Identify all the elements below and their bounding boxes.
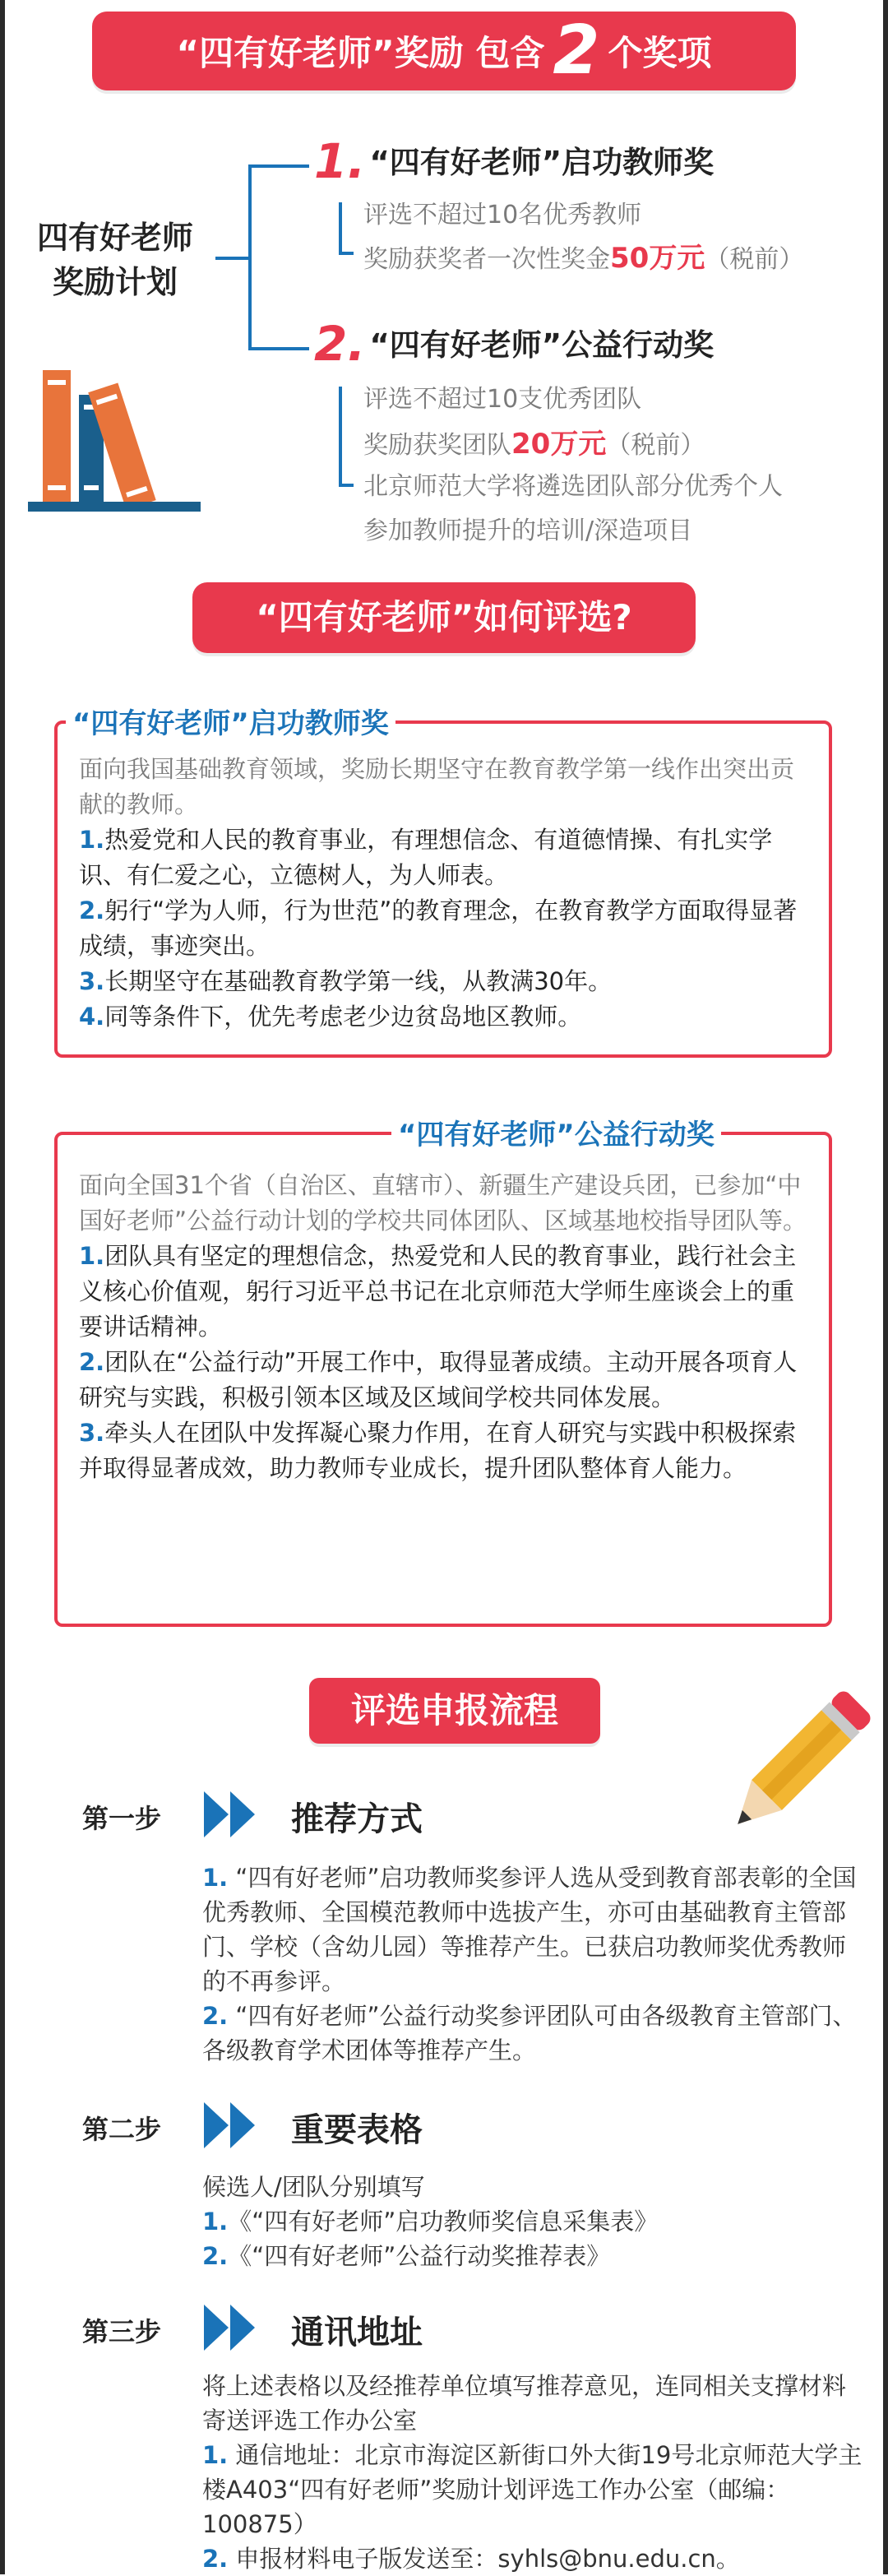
step3-title: 通讯地址	[291, 2314, 423, 2351]
qigong-item	[79, 964, 814, 999]
bracket-bottom	[248, 347, 309, 350]
item-number: 3.	[79, 967, 105, 995]
qigong-intro: 面向我国基础教育领域，奖励长期坚守在教育教学第一线作出突出贡献的教师。	[79, 755, 795, 818]
award1-heading	[314, 133, 714, 189]
award2-number: 2.	[314, 316, 366, 372]
award1-number: 1.	[314, 133, 366, 189]
step1-item	[202, 1999, 865, 2068]
banner-text-left: “四有好老师”奖励 包含	[176, 33, 545, 73]
item-text: 同等条件下，优先考虑老少边贫岛地区教师。	[104, 1003, 582, 1031]
step3-content	[202, 2369, 865, 2576]
step1-title: 推荐方式	[291, 1800, 423, 1838]
books-icon	[28, 362, 209, 526]
item-text: 躬行“学为人师，行为世范”的教育理念，在教育教学方面取得显著成绩，事迹突出。	[79, 897, 798, 960]
item-number: 2.	[79, 1348, 105, 1376]
plan-title-line1: 四有好老师	[36, 220, 193, 256]
step2-content	[202, 2170, 865, 2273]
step2-item	[202, 2204, 865, 2239]
step3-item	[202, 2438, 865, 2541]
step3-intro: 将上述表格以及经推荐单位填写推荐意见，连同相关支撑材料寄送评选工作办公室	[202, 2372, 847, 2435]
item-number: 2.	[202, 2545, 229, 2573]
award2-sub-line	[339, 387, 342, 485]
public-welfare-item	[79, 1415, 814, 1486]
award2-heading	[314, 316, 714, 372]
item-text: 《“四有好老师”启功教师奖信息采集表》	[228, 2208, 659, 2235]
qigong-item	[79, 999, 814, 1035]
item-text: 牵头人在团队中发挥凝心聚力作用，在育人研究与实践中积极探索并取得显著成效，助力教师专业成长，提升团队整体育人能力。	[79, 1419, 797, 1482]
bracket-top	[248, 164, 309, 168]
double-chevron-icon	[204, 1791, 257, 1837]
public-welfare-intro: 面向全国31个省（自治区、直辖市）、新疆生产建设兵团，已参加“中国好老师”公益行动计划的学校共同体团队、区域基地校指导团队等。	[79, 1171, 807, 1235]
step3-label: 第三步	[82, 2316, 162, 2347]
step1-label: 第一步	[82, 1803, 162, 1834]
public-welfare-item	[79, 1239, 814, 1345]
process-banner-text: 评选申报流程	[350, 1690, 558, 1730]
qigong-box-title: “四有好老师”启功教师奖	[66, 701, 395, 741]
item-number: 2.	[202, 2002, 229, 2030]
item-text: 《“四有好老师”公益行动奖推荐表》	[228, 2242, 611, 2270]
banner-text-right: 个奖项	[608, 33, 712, 73]
public-welfare-box-title: “四有好老师”公益行动奖	[391, 1112, 721, 1152]
step1-item	[202, 1860, 865, 1999]
item-number: 1.	[202, 2441, 229, 2469]
award2-line2	[363, 421, 705, 461]
step2-title: 重要表格	[291, 2111, 423, 2149]
step2-item	[202, 2239, 865, 2273]
item-number: 3.	[79, 1419, 105, 1447]
award1-tax-note: （税前）	[705, 245, 804, 274]
item-number: 2.	[202, 2242, 229, 2270]
pencil-icon	[724, 1686, 872, 1842]
how-banner	[192, 582, 696, 653]
award2-sub-tick	[339, 484, 354, 487]
double-chevron-icon	[204, 2305, 257, 2351]
qigong-box-content	[79, 752, 814, 1035]
bracket-stub	[215, 257, 252, 260]
how-banner-text: “四有好老师”如何评选?	[256, 597, 632, 637]
award1-title: “四有好老师”启功教师奖	[369, 145, 715, 180]
award2-amount: 20万元	[511, 428, 607, 461]
process-banner	[309, 1678, 600, 1744]
item-number: 1.	[202, 2208, 229, 2235]
item-number: 4.	[79, 1003, 105, 1031]
double-chevron-icon	[204, 2102, 257, 2148]
step3-item	[202, 2541, 865, 2576]
item-number: 1.	[202, 1864, 229, 1892]
public-welfare-box-content	[79, 1168, 814, 1486]
award2-line4: 参加教师提升的培训/深造项目	[363, 517, 693, 545]
item-number: 1.	[79, 826, 105, 854]
item-text: 长期坚守在基础教育教学第一线，从教满30年。	[104, 967, 613, 995]
item-text: 热爱党和人民的教育事业，有理想信念、有道德情操、有扎实学识、有仁爱之心，立德树人，为人师表。	[79, 826, 773, 889]
award1-sub-tick	[339, 252, 354, 255]
award1-line1: 评选不超过10名优秀教师	[363, 201, 642, 229]
award2-line3: 北京师范大学将遴选团队部分优秀个人	[363, 472, 783, 501]
award2-tax-note: （税前）	[606, 431, 705, 460]
qigong-item	[79, 822, 814, 893]
banner-number: 2	[553, 12, 600, 90]
item-text: 申报材料电子版发送至：syhls@bnu.edu.cn。	[235, 2545, 740, 2573]
award1-amount: 50万元	[610, 242, 705, 275]
step2-intro: 候选人/团队分别填写	[202, 2173, 425, 2201]
item-text: 团队具有坚定的理想信念，热爱党和人民的教育事业，践行社会主义核心价值观，躬行习近平总书记在北京师范大学师生座谈会上的重要讲话精神。	[79, 1242, 797, 1341]
award1-line2-text: 奖励获奖者一次性奖金	[363, 245, 610, 274]
public-welfare-item	[79, 1345, 814, 1415]
award2-title: “四有好老师”公益行动奖	[369, 327, 715, 363]
awards-banner	[92, 12, 796, 90]
bracket-vertical	[248, 164, 252, 350]
item-number: 1.	[79, 1242, 105, 1270]
plan-title-line2: 奖励计划	[52, 264, 178, 300]
award2-line1: 评选不超过10支优秀团队	[363, 385, 642, 414]
qigong-item	[79, 893, 814, 964]
step1-content	[202, 1860, 865, 2068]
item-text: “四有好老师”公益行动奖参评团队可由各级教育主管部门、各级教育学术团体等推荐产生。	[202, 2002, 857, 2064]
award1-sub-line	[339, 202, 342, 253]
plan-title	[25, 215, 206, 304]
award1-line2	[363, 235, 803, 276]
award2-line2-text: 奖励获奖团队	[363, 431, 511, 460]
item-number: 2.	[79, 897, 105, 924]
item-text: 团队在“公益行动”开展工作中，取得显著成绩。主动开展各项育人研究与实践，积极引领本区域及区域间学校共同体发展。	[79, 1348, 798, 1411]
step2-label: 第二步	[82, 2114, 162, 2145]
item-text: 通信地址：北京市海淀区新街口外大街19号北京师范大学主楼A403“四有好老师”奖励计划评选工作办公室（邮编：100875）	[202, 2441, 863, 2538]
item-text: “四有好老师”启功教师奖参评人选从受到教育部表彰的全国优秀教师、全国模范教师中选拔产生，亦可由基础教育主管部门、学校（含幼儿园）等推荐产生。已获启功教师奖优秀教师的不再参评。	[202, 1864, 857, 1995]
